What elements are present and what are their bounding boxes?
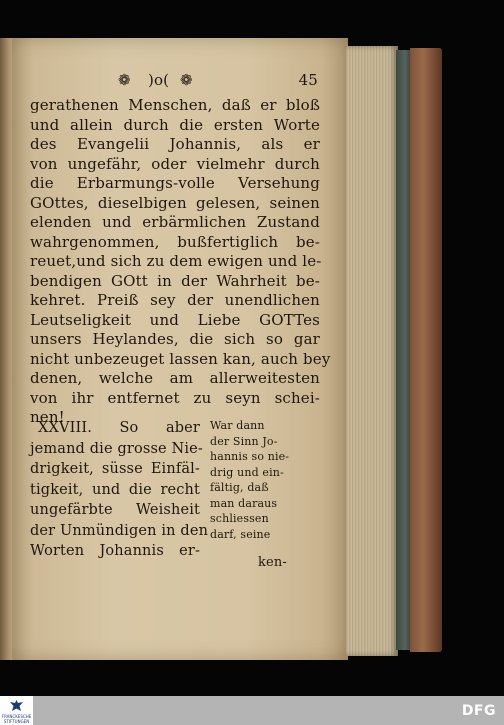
ornament-middle: )o( [148,71,170,89]
text-line: gerathenen Menschen, daß er bloß [30,96,320,114]
text-line: XXVIII. So aber [38,420,200,436]
text-line: bendigen GOtt in der Wahrheit be- [30,271,320,290]
text-line: denen, welche am allerweitesten [30,369,320,387]
text-line: elenden und erbärmlichen Zustand [30,213,320,231]
page-block-edges [346,46,398,656]
institution-logo[interactable] [0,696,33,725]
note-line: schliessen [210,512,269,525]
text-line: die Erbarmungs-volle Versehung [30,174,320,192]
logo-text-line: FRANCKESCHE [1,714,32,719]
text-line: der Unmündigen in den [30,522,209,539]
text-line: reuet,und sich zu dem ewigen und le- [30,252,322,270]
ornament-right-icon: ❁ [180,71,193,89]
text-line: jemand die grosse Nie- [30,440,203,457]
catchword: ken- [258,555,287,570]
text-line: kehret. Preiß sey der unendlichen [30,291,320,309]
text-line: Worten Johannis er- [30,543,200,559]
note-line: drig und ein- [210,465,284,479]
text-line: nen! [30,408,65,426]
text-line: von ungefähr, oder vielmehr durch [30,154,320,173]
text-line: und allein durch die ersten Worte [30,115,320,134]
text-line: wahrgenommen, bußfertiglich be- [30,232,320,251]
logo-text-line: STIFTUNGEN [3,718,30,724]
logo-caption [1,715,32,724]
note-line: War dann [210,419,265,432]
text-line: tigkeit, und die recht [30,481,200,498]
viewer-footer-bar [0,696,504,725]
text-line: Leutseligkeit und Liebe GOTTes [30,310,320,329]
dfg-logo[interactable]: DFG [461,703,496,719]
text-line: drigkeit, süsse Einfäl- [30,461,200,477]
main-text-block [30,96,331,428]
text-line: GOttes, dieselbigen gelesen, seinen [30,193,320,212]
eagle-logo-icon [9,699,24,713]
margin-note [210,418,300,542]
note-line: fältig, daß [210,481,269,494]
page-number: 45 [298,71,318,89]
text-line: von ihr entfernet zu seyn schei- [30,388,320,407]
note-line: hannis so nie- [210,450,290,463]
note-line: darf, seine [210,527,271,541]
note-line: man daraus [210,496,278,510]
leather-cover [410,48,442,652]
text-line: nicht unbezeuget lassen kan, auch bey [30,349,331,368]
text-line: ungefärbte Weisheit [30,502,200,518]
text-line: des Evangelii Johannis, als er [30,135,320,153]
ornament-left-icon: ❁ [118,71,131,89]
paragraph-xxviii [30,418,209,562]
note-line: der Sinn Jo- [210,434,278,448]
text-line: unsers Heylandes, die sich so gar [30,330,320,348]
running-header [118,71,318,91]
